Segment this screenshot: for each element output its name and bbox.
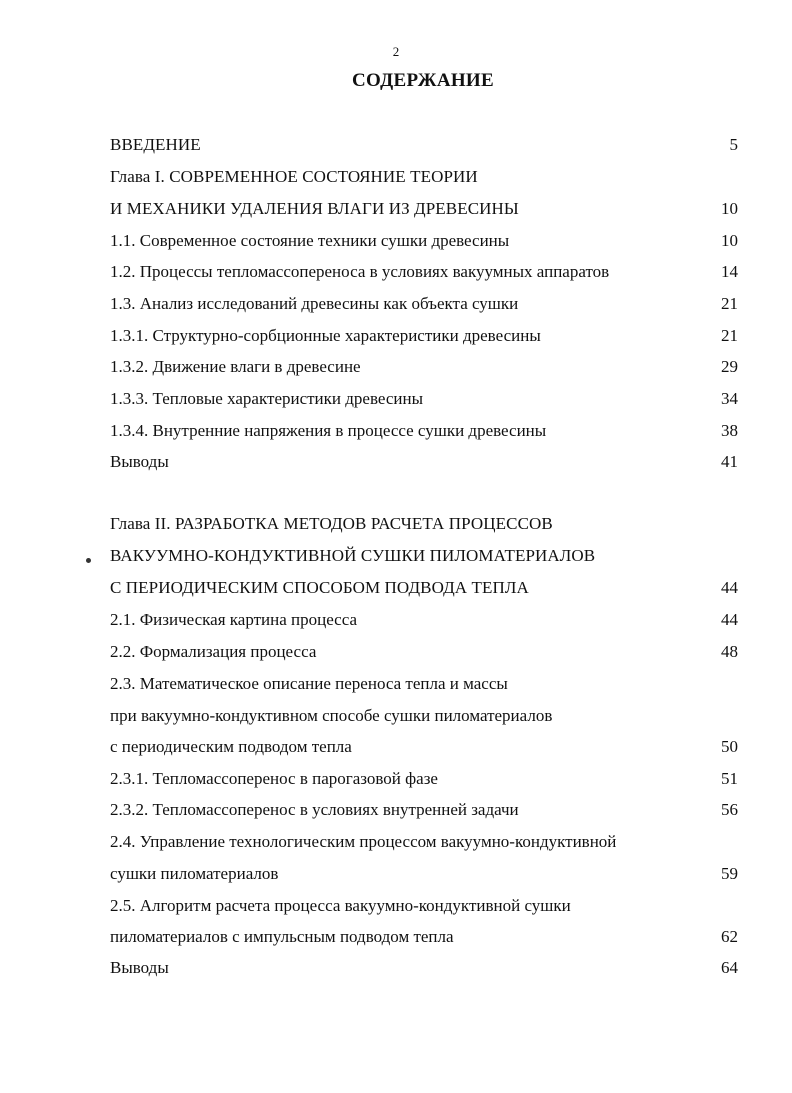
toc-entry-text: сушки пиломатериалов bbox=[110, 864, 279, 883]
toc-entry-text: Глава II. РАЗРАБОТКА МЕТОДОВ РАСЧЕТА ПРОЦЕССОВ bbox=[110, 514, 553, 533]
toc-entry-chapter-2-heading[interactable] bbox=[110, 512, 738, 536]
toc-entry-1-1[interactable] bbox=[110, 229, 738, 253]
toc-entry-page: 21 bbox=[721, 294, 738, 313]
toc-entry-text: 2.4. Управление технологическим процессом вакуумно-кондуктивной bbox=[110, 832, 617, 851]
toc-entry-text: 2.2. Формализация процесса bbox=[110, 642, 317, 661]
toc-entry-text: при вакуумно-кондуктивном способе сушки пиломатериалов bbox=[110, 706, 553, 725]
toc-entry-page: 29 bbox=[721, 357, 738, 376]
toc-entry-text: 1.2. Процессы тепломассопереноса в условиях вакуумных аппаратов bbox=[110, 262, 610, 281]
toc-entry-introduction[interactable] bbox=[110, 133, 738, 157]
toc-entry-2-2[interactable] bbox=[110, 640, 738, 664]
toc-entry-page: 5 bbox=[729, 135, 738, 154]
toc-entry-page: 64 bbox=[721, 958, 738, 977]
toc-entry-text: И МЕХАНИКИ УДАЛЕНИЯ ВЛАГИ ИЗ ДРЕВЕСИНЫ bbox=[110, 199, 519, 218]
toc-entry-text: 2.3.2. Тепломассоперенос в условиях внутренней задачи bbox=[110, 800, 519, 819]
toc-entry-chapter-2-conclusions[interactable] bbox=[110, 956, 738, 980]
toc-entry-text: 2.3. Математическое описание переноса тепла и массы bbox=[110, 674, 508, 693]
toc-entry-1-2[interactable] bbox=[110, 260, 738, 284]
toc-entry-1-3-1[interactable] bbox=[110, 324, 738, 348]
toc-entry-page: 44 bbox=[721, 610, 738, 629]
toc-entry-chapter-1-conclusions[interactable] bbox=[110, 450, 738, 474]
toc-entry-1-3[interactable] bbox=[110, 292, 738, 316]
toc-entry-page: 44 bbox=[721, 578, 738, 597]
toc-entry-chapter-2-heading-end[interactable] bbox=[110, 576, 738, 600]
toc-entry-page: 10 bbox=[721, 199, 738, 218]
toc-entry-text: 1.3. Анализ исследований древесины как объекта сушки bbox=[110, 294, 519, 313]
toc-entry-text: ВАКУУМНО-КОНДУКТИВНОЙ СУШКИ ПИЛОМАТЕРИАЛОВ bbox=[110, 546, 596, 565]
toc-entry-2-1[interactable] bbox=[110, 608, 738, 632]
toc-entry-text: 1.3.3. Тепловые характеристики древесины bbox=[110, 389, 424, 408]
toc-entry-2-4-end[interactable] bbox=[110, 862, 738, 886]
toc-entry-text: Выводы bbox=[110, 958, 169, 977]
toc-entry-text: 2.3.1. Тепломассоперенос в парогазовой фазе bbox=[110, 769, 438, 788]
toc-entry-2-3-end[interactable] bbox=[110, 735, 738, 759]
toc-entry-text: с периодическим подводом тепла bbox=[110, 737, 352, 756]
toc-entry-page: 41 bbox=[721, 452, 738, 471]
toc-entry-2-3-2[interactable] bbox=[110, 798, 738, 822]
toc-entry-2-3-1[interactable] bbox=[110, 767, 738, 791]
toc-entry-page: 56 bbox=[721, 800, 738, 819]
page-number: 2 bbox=[392, 44, 400, 59]
toc-entry-text: 1.3.2. Движение влаги в древесине bbox=[110, 357, 361, 376]
toc-entry-text: 1.3.1. Структурно-сорбционные характеристики древесины bbox=[110, 326, 541, 345]
toc-entry-page: 59 bbox=[721, 864, 738, 883]
toc-entry-1-3-4[interactable] bbox=[110, 419, 738, 443]
toc-entry-2-3[interactable] bbox=[110, 672, 738, 696]
toc-entry-page: 62 bbox=[721, 927, 738, 946]
toc-entry-text: 2.5. Алгоритм расчета процесса вакуумно-кондуктивной сушки bbox=[110, 896, 571, 915]
toc-entry-2-4[interactable] bbox=[110, 830, 738, 854]
toc-entry-page: 51 bbox=[721, 769, 738, 788]
toc-entry-2-3-cont[interactable] bbox=[110, 704, 738, 728]
toc-entry-text: Выводы bbox=[110, 452, 169, 471]
toc-entry-page: 10 bbox=[721, 231, 738, 250]
toc-entry-page: 38 bbox=[721, 421, 738, 440]
margin-dot-mark bbox=[86, 558, 91, 563]
toc-entry-page: 50 bbox=[721, 737, 738, 756]
toc-entry-text: пиломатериалов с импульсным подводом тепла bbox=[110, 927, 454, 946]
toc-entry-page: 14 bbox=[721, 262, 738, 281]
toc-entry-1-3-2[interactable] bbox=[110, 355, 738, 379]
toc-entry-chapter-1-heading[interactable] bbox=[110, 165, 738, 189]
toc-entry-chapter-2-heading-cont[interactable] bbox=[110, 544, 738, 568]
toc-entry-1-3-3[interactable] bbox=[110, 387, 738, 411]
toc-entry-text: 1.1. Современное состояние техники сушки древесины bbox=[110, 231, 510, 250]
toc-entry-chapter-1-heading-cont[interactable] bbox=[110, 197, 738, 221]
toc-entry-page: 48 bbox=[721, 642, 738, 661]
toc-entry-text: С ПЕРИОДИЧЕСКИМ СПОСОБОМ ПОДВОДА ТЕПЛА bbox=[110, 578, 529, 597]
page-title: СОДЕРЖАНИЕ bbox=[352, 70, 494, 91]
toc-entry-text: 2.1. Физическая картина процесса bbox=[110, 610, 358, 629]
toc-entry-text: Глава I. СОВРЕМЕННОЕ СОСТОЯНИЕ ТЕОРИИ bbox=[110, 167, 478, 186]
toc-entry-2-5-end[interactable] bbox=[110, 925, 738, 949]
toc-entry-page: 34 bbox=[721, 389, 738, 408]
toc-entry-text: 1.3.4. Внутренние напряжения в процессе сушки древесины bbox=[110, 421, 547, 440]
toc-entry-page: 21 bbox=[721, 326, 738, 345]
toc-entry-2-5[interactable] bbox=[110, 894, 738, 918]
toc-entry-text: ВВЕДЕНИЕ bbox=[110, 135, 201, 154]
